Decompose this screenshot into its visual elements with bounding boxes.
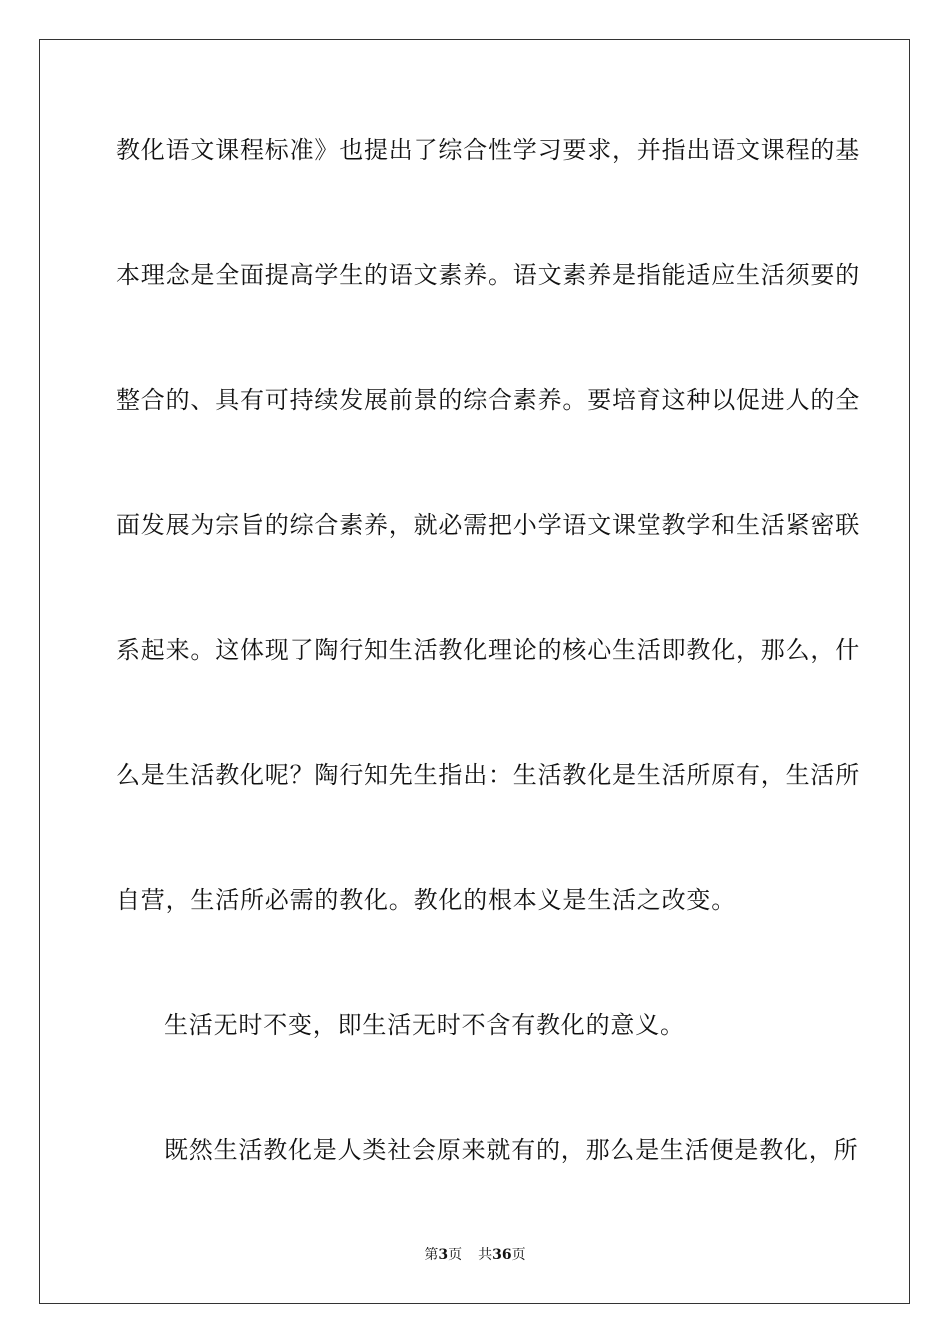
total-prefix: 共 [478, 1247, 493, 1263]
body-line-1: 教化语文课程标准》也提出了综合性学习要求，并指出语文课程的基 [116, 136, 860, 164]
body-line-5: 系起来。这体现了陶行知生活教化理论的核心生活即教化，那么，什 [116, 636, 860, 664]
paragraph-line-2: 既然生活教化是人类社会原来就有的，那么是生活便是教化，所 [164, 1136, 859, 1164]
body-line-4: 面发展为宗旨的综合素养，就必需把小学语文课堂教学和生活紧密联 [116, 511, 860, 539]
body-line-2: 本理念是全面提高学生的语文素养。语文素养是指能适应生活须要的 [116, 261, 860, 289]
body-line-6: 么是生活教化呢？陶行知先生指出：生活教化是生活所原有，生活所 [116, 761, 860, 789]
page-number: 3 [438, 1247, 449, 1263]
body-line-3: 整合的、具有可持续发展前景的综合素养。要培育这种以促进人的全 [116, 386, 860, 414]
page-prefix: 第 [424, 1247, 439, 1263]
page-suffix: 页 [448, 1247, 463, 1263]
paragraph-line-1: 生活无时不变，即生活无时不含有教化的意义。 [164, 1011, 685, 1039]
total-suffix: 页 [511, 1247, 526, 1263]
page-border [39, 39, 910, 1304]
page-footer [0, 1246, 950, 1264]
body-line-7: 自营，生活所必需的教化。教化的根本义是生活之改变。 [116, 886, 736, 914]
total-pages: 36 [492, 1247, 512, 1263]
